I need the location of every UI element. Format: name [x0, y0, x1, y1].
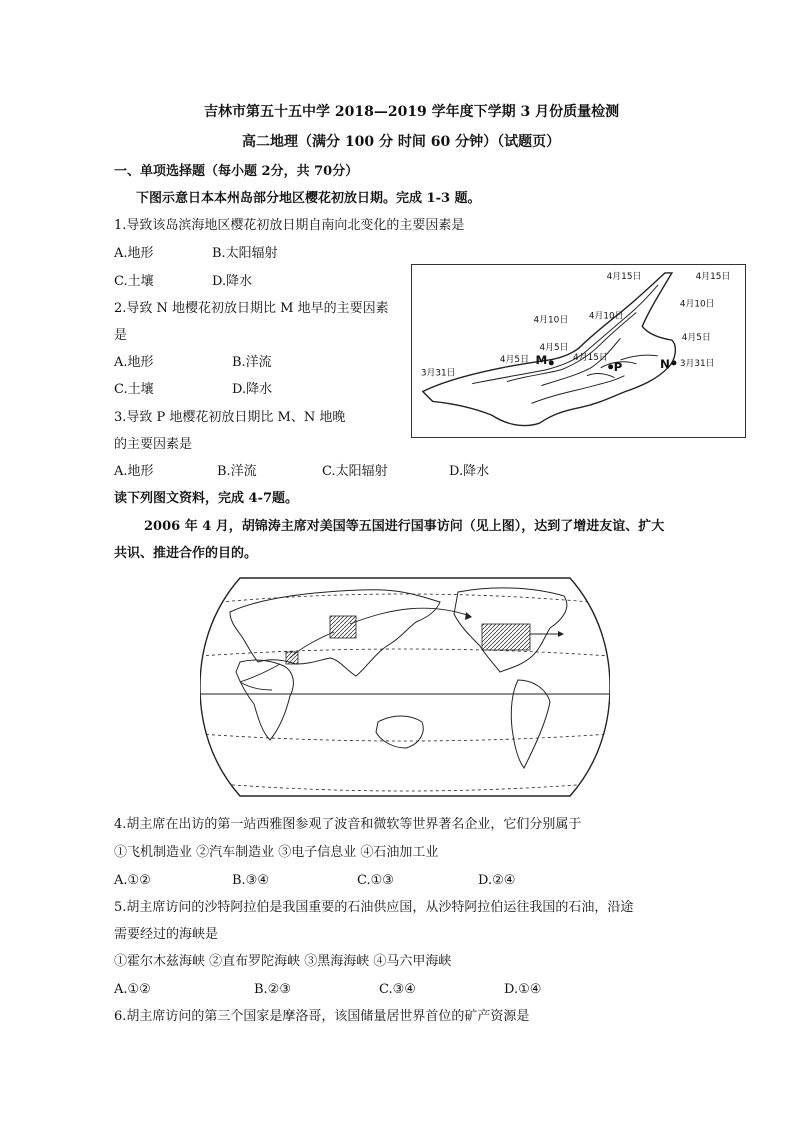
question-4-option-b[interactable]: B.③④: [232, 873, 269, 888]
point-p: [608, 364, 613, 369]
label-apr5-c: 4月5日: [681, 333, 711, 344]
label-point-p: P: [613, 359, 623, 374]
label-apr15-c: 4月15日: [573, 352, 608, 363]
question-5-stem: 5.胡主席访问的沙特阿拉伯是我国重要的石油供应国，从沙特阿拉伯运往我国的石油，沿途: [114, 900, 634, 915]
question-5-choices: ①霍尔木兹海峡 ②直布罗陀海峡 ③黑海海峡 ④马六甲海峡: [114, 954, 452, 969]
sakura-bloom-map: [411, 264, 746, 438]
question-5-option-d[interactable]: D.①④: [504, 982, 542, 997]
question-4-choices: ①飞机制造业 ②汽车制造业 ③电子信息业 ④石油加工业: [114, 845, 439, 860]
passage-line-1: 2006 年 4 月，胡锦涛主席对美国等五国进行国事访问（见上图），达到了增进友谊、扩大: [144, 519, 665, 534]
question-5-option-a[interactable]: A.①②: [114, 982, 151, 997]
highlight-arabia: [286, 652, 298, 664]
question-2-option-b[interactable]: B.洋流: [232, 355, 272, 370]
label-apr15-b: 4月15日: [695, 271, 731, 282]
question-3-option-c[interactable]: C.太阳辐射: [322, 464, 388, 479]
question-5-option-b[interactable]: B.②③: [254, 982, 291, 997]
highlight-china: [330, 616, 356, 638]
intro-questions-1-3: 下图示意日本本州岛部分地区樱花初放日期。完成 1-3 题。: [136, 191, 481, 206]
section-heading: 一、单项选择题（每小题 2分，共 70分）: [114, 164, 359, 179]
question-2-stem: 2.导致 N 地樱花初放日期比 M 地早的主要因素: [114, 301, 389, 316]
exam-title: 吉林市第五十五中学 2018—2019 学年度下学期 3 月份质量检测: [204, 104, 620, 120]
question-6-stem: 6.胡主席访问的第三个国家是摩洛哥，该国储量居世界首位的矿产资源是: [114, 1009, 530, 1024]
passage-line-2: 共识、推进合作的目的。: [114, 546, 258, 561]
question-2-stem-cont: 是: [114, 328, 128, 343]
antarctic-circle: [220, 784, 590, 791]
question-1-option-b[interactable]: B.太阳辐射: [212, 246, 278, 261]
label-point-n: N: [660, 356, 670, 371]
question-1-option-a[interactable]: A.地形: [114, 246, 154, 261]
label-apr10-c: 4月10日: [588, 311, 624, 322]
globe-outline: [200, 578, 610, 796]
inner-coast: [532, 376, 625, 404]
world-route-map: [200, 572, 610, 802]
world-map-svg: [200, 572, 610, 802]
question-5-option-c[interactable]: C.③④: [379, 982, 416, 997]
question-3-stem: 3.导致 P 地樱花初放日期比 M、N 地晚: [114, 410, 346, 425]
tropic-cancer: [200, 649, 610, 656]
label-apr10-a: 4月10日: [679, 299, 715, 310]
question-4-option-d[interactable]: D.②④: [478, 873, 516, 888]
label-mar31-b: 3月31日: [679, 358, 715, 369]
label-apr5-a: 4月5日: [539, 343, 569, 354]
point-n: [671, 360, 676, 365]
label-apr15-a: 4月15日: [606, 271, 642, 282]
arctic-circle: [220, 594, 590, 602]
question-3-option-b[interactable]: B.洋流: [217, 464, 257, 479]
question-4-stem: 4.胡主席在出访的第一站西雅图参观了波音和微软等世界著名企业，它们分别属于: [114, 817, 582, 832]
question-1-stem: 1.导致该岛滨海地区樱花初放日期自南向北变化的主要因素是: [114, 218, 465, 233]
tropic-capricorn: [200, 734, 610, 741]
question-1-option-c[interactable]: C.土壤: [114, 274, 154, 289]
label-apr10-b: 4月10日: [533, 315, 569, 326]
landmass-australia: [376, 716, 423, 748]
label-mar31-a: 3月31日: [420, 368, 456, 379]
japan-map-svg: [412, 265, 745, 437]
landmass-south-america: [511, 680, 550, 768]
question-3-option-a[interactable]: A.地形: [114, 464, 154, 479]
question-5-stem-cont: 需要经过的海峡是: [114, 927, 219, 942]
label-point-m: M: [535, 352, 548, 367]
question-3-stem-cont: 的主要因素是: [114, 437, 193, 452]
question-2-option-c[interactable]: C.土壤: [114, 382, 154, 397]
question-2-option-d[interactable]: D.降水: [232, 382, 273, 397]
intro-questions-4-7: 读下列图文资料，完成 4-7题。: [114, 491, 299, 506]
question-2-option-a[interactable]: A.地形: [114, 355, 154, 370]
question-4-option-c[interactable]: C.①③: [357, 873, 394, 888]
point-m: [549, 360, 554, 365]
highlight-usa: [482, 624, 530, 650]
question-1-option-d[interactable]: D.降水: [212, 274, 253, 289]
label-apr5-b: 4月5日: [499, 354, 529, 365]
question-4-option-a[interactable]: A.①②: [114, 873, 151, 888]
exam-subtitle: 高二地理（满分 100 分 时间 60 分钟）（试题页）: [242, 134, 561, 150]
question-3-option-d[interactable]: D.降水: [449, 464, 490, 479]
